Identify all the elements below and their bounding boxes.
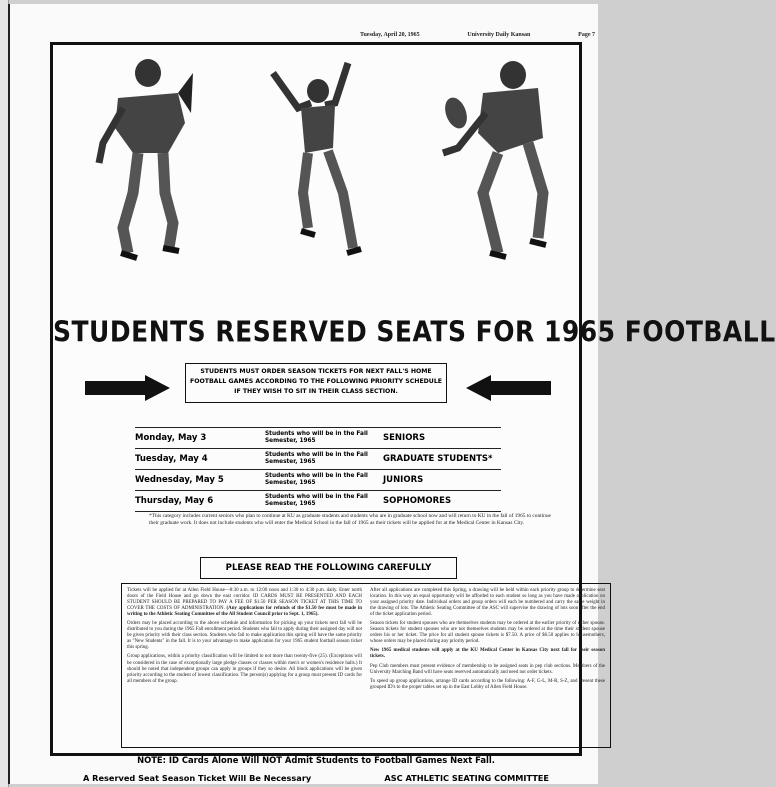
id-card-note: NOTE: ID Cards Alone Will NOT Admit Students to Football Games Next Fall. — [137, 755, 495, 765]
header-date: Tuesday, April 20, 1965 — [360, 32, 420, 38]
schedule-day: Thursday, May 6 — [135, 496, 214, 506]
schedule-eligibility: Students who will be in the Fall Semester, 1965 — [265, 473, 368, 486]
header-paper: University Daily Kansan — [467, 32, 531, 38]
paragraph: Orders may be placed according to the above schedule and information for picking up your tickets next fall will be distributed to you during the 1965 Fall enrollment period. Students who fail to apply during their assigned day will not be given priority with their class section. Students who fail to make application this spring will have the same priority as "New Students" in the fall. It is to your advantage to make application for your 1965 student football season ticket this spring. — [127, 621, 362, 651]
instructions-right-column — [370, 588, 605, 743]
paragraph: Season tickets for student spouses who are themselves students may be ordered at the earlier priority of either spouse. Season tickets for student spouses who are not themselves students may be ordered at the time their student spouse orders his or her ticket. The price for all student spouse tickets is $7.50. A price of $6.50 applies to housemothers, whose orders may be placed during any priority period. — [370, 621, 605, 645]
paragraph: Group applications, within a priority classification will be limited to not more than twenty-five (25). (Exceptions will be considered in the case of exceptionally large pledge classes or classes within men's or women's residence halls.) It should be noted that independent groups can apply in groups if they so desire. All block applications will be given priority according to the student of lowest classification. The person(s) applying for a group must present ID cards for all members of the group. — [127, 654, 362, 684]
football-player-illustration-left — [93, 53, 203, 268]
schedule-class: SOPHOMORES — [383, 496, 452, 506]
advertisement-frame — [50, 42, 776, 783]
schedule-eligibility: Students who will be in the Fall Semester, 1965 — [265, 452, 368, 465]
ticket-necessary-text: A Reserved Seat Season Ticket Will Be Necessary — [83, 773, 312, 783]
paragraph — [127, 588, 362, 618]
schedule-class: JUNIORS — [383, 475, 424, 485]
instructions-left-column — [127, 588, 362, 743]
schedule-day: Monday, May 3 — [135, 433, 207, 443]
refund-bold-text: (Any applications for refunds of the $1.50 fee must be made in writing to the Athletic Seating Committee of the All Student Council prior to Sept. 1, 1965). — [127, 606, 363, 618]
graduate-footnote: *This category includes current seniors who plan to continue at KU as graduate students and students who are in graduate school now and will return to KU in the fall of 1965 to continue their graduate work. It does not include students who will enter the Medical School in the fall of 1965 as their tickets will be applied for at the Medical Center in Kansas City. — [149, 513, 551, 526]
schedule-row — [135, 490, 501, 512]
paragraph-text: Tickets will be applied for at Allen Field House—8:30 a.m. to 12:00 noon and 1:30 to 4:30 p.m. daily. Enter north doors of the Field House and go down the east corridor. ID CARDS MUST BE PRESENTED AND EACH STUDENT SHOULD BE PREPARED TO PAY A FEE OF $1.50 PER SEASON TICKET AT THIS TIME TO COVER THE COSTS OF ADMINISTRATION. — [127, 588, 362, 612]
header-page: Page 7 — [578, 32, 595, 38]
arrow-left-icon — [466, 375, 551, 401]
ad-headline: STUDENTS RESERVED SEATS FOR 1965 FOOTBALL — [53, 314, 776, 349]
committee-signature: ASC ATHLETIC SEATING COMMITTEE — [384, 773, 549, 783]
paragraph: Pep Club members must present evidence of membership to be assigned seats in pep club sections. Members of the University Marching Band will have seats reserved automatically and need not order tickets. — [370, 663, 605, 675]
schedule-row — [135, 427, 501, 448]
schedule-day: Tuesday, May 4 — [135, 454, 208, 464]
schedule-day: Wednesday, May 5 — [135, 475, 224, 485]
schedule-eligibility: Students who will be in the Fall Semester, 1965 — [265, 494, 368, 507]
read-carefully-heading: PLEASE READ THE FOLLOWING CAREFULLY — [200, 557, 457, 579]
priority-notice: STUDENTS MUST ORDER SEASON TICKETS FOR NEXT FALL'S HOME FOOTBALL GAMES ACCORDING TO THE FOLLOWING PRIORITY SCHEDULE IF THEY WISH TO SIT IN THEIR CLASS SECTION. — [185, 363, 447, 403]
priority-schedule — [135, 427, 501, 512]
bottom-line — [83, 773, 549, 783]
paragraph: After all applications are completed this Spring, a drawing will be held within each priority group to determine seat location. In this way an equal opportunity will be afforded to each student so long as you have made application on your assigned priority date. Individual orders and group orders will each be numbered and carry the same weight in the drawing of lots. The Athletic Seating Committee of the ASC will supervise the drawing of lots soon after the end of the ticket application period. — [370, 588, 605, 618]
football-player-illustration-center — [253, 53, 363, 268]
schedule-row — [135, 448, 501, 469]
schedule-class: GRADUATE STUDENTS* — [383, 454, 493, 464]
paragraph: New 1965 medical students will apply at the KU Medical Center in Kansas City next fall for their season tickets. — [370, 648, 605, 660]
schedule-class: SENIORS — [383, 433, 426, 443]
schedule-row — [135, 469, 501, 490]
paragraph: To speed up group applications, arrange ID cards according to the following: A-F, G-L, M-R, S-Z, and present these grouped ID's to the proper tables set up in the East Lobby of Allen Field House. — [370, 678, 605, 690]
football-player-illustration-right — [438, 53, 558, 268]
schedule-eligibility: Students who will be in the Fall Semester, 1965 — [265, 431, 368, 444]
instructions-box — [121, 583, 611, 748]
arrow-right-icon — [85, 375, 170, 401]
page-header — [360, 32, 595, 38]
